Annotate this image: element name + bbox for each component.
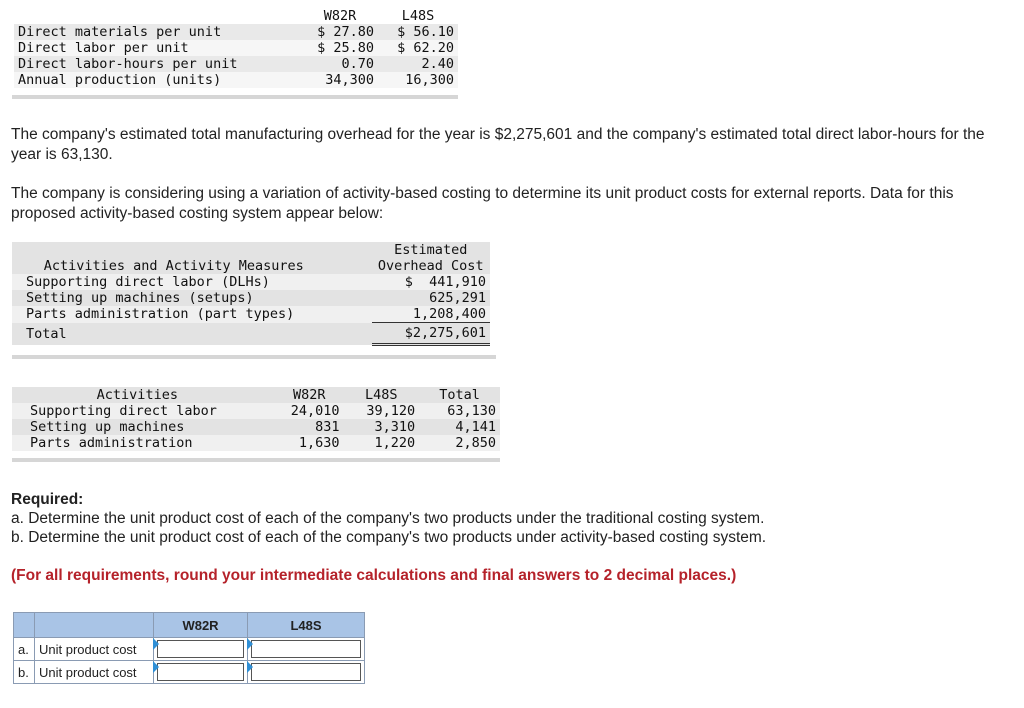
activity-table bbox=[12, 387, 500, 451]
table-total-row: Total $2,275,601 bbox=[12, 323, 490, 345]
col-header-l48s: L48S bbox=[378, 8, 458, 24]
col-header-w82r: W82R bbox=[302, 8, 378, 24]
required-section bbox=[11, 490, 1011, 547]
table-row: Direct labor-hours per unit 0.70 2.40 bbox=[14, 56, 458, 72]
table-row: Parts administration (part types) 1,208,400 bbox=[12, 306, 490, 323]
col-header-estimated: Estimated bbox=[394, 242, 468, 258]
col-header-overhead-cost: Overhead Cost bbox=[377, 258, 484, 274]
table-divider bbox=[12, 355, 496, 359]
overhead-cost-table bbox=[12, 242, 490, 346]
overhead-paragraph: The company's estimated total manufacturing overhead for the year is $2,275,601 and the company's estimated total direct labor-hours for the year is 63,130. bbox=[11, 126, 985, 163]
input-marker-icon bbox=[153, 638, 159, 650]
table-divider bbox=[12, 458, 500, 462]
col-header-activities: Activities and Activity Measures bbox=[43, 258, 304, 274]
table-row: Setting up machines 831 3,310 4,141 bbox=[12, 419, 500, 435]
input-marker-icon bbox=[247, 661, 253, 673]
answer-col-l48s: L48S bbox=[248, 613, 365, 638]
requirement-a: a. Determine the unit product cost of each of the company's two products under the traditional costing system. bbox=[11, 510, 765, 527]
table-divider bbox=[12, 95, 458, 99]
table-row: Supporting direct labor (DLHs) $ 441,910 bbox=[12, 274, 490, 290]
requirement-b: b. Determine the unit product cost of each of the company's two products under activity-based costing system. bbox=[11, 529, 767, 546]
abc-paragraph: The company is considering using a variation of activity-based costing to determine its unit product costs for external reports. Data for this proposed activity-based costing system appear below: bbox=[11, 185, 954, 222]
answer-row-a: a. Unit product cost bbox=[14, 638, 365, 661]
col-header-total: Total bbox=[439, 387, 480, 403]
required-title: Required: bbox=[11, 491, 84, 508]
rounding-note: (For all requirements, round your intermediate calculations and final answers to 2 decimal places.) bbox=[11, 567, 737, 584]
table-row: Annual production (units) 34,300 16,300 bbox=[14, 72, 458, 88]
answer-input-a-w82r[interactable] bbox=[157, 640, 244, 658]
input-marker-icon bbox=[153, 661, 159, 673]
table-row: Direct materials per unit $ 27.80 $ 56.10 bbox=[14, 24, 458, 40]
answer-col-w82r: W82R bbox=[154, 613, 248, 638]
table-row: Parts administration 1,630 1,220 2,850 bbox=[12, 435, 500, 451]
input-marker-icon bbox=[247, 638, 253, 650]
col-header-activities: Activities bbox=[96, 387, 178, 403]
col-header-w82r: W82R bbox=[293, 387, 326, 403]
table-row: Supporting direct labor 24,010 39,120 63,130 bbox=[12, 403, 500, 419]
table-row: Setting up machines (setups) 625,291 bbox=[12, 290, 490, 306]
answer-input-b-w82r[interactable] bbox=[157, 663, 244, 681]
answer-input-a-l48s[interactable] bbox=[251, 640, 361, 658]
answer-input-b-l48s[interactable] bbox=[251, 663, 361, 681]
product-data-table bbox=[14, 8, 458, 88]
col-header-l48s: L48S bbox=[365, 387, 398, 403]
answer-table bbox=[13, 612, 365, 684]
table-row: Direct labor per unit $ 25.80 $ 62.20 bbox=[14, 40, 458, 56]
answer-row-b: b. Unit product cost bbox=[14, 661, 365, 684]
